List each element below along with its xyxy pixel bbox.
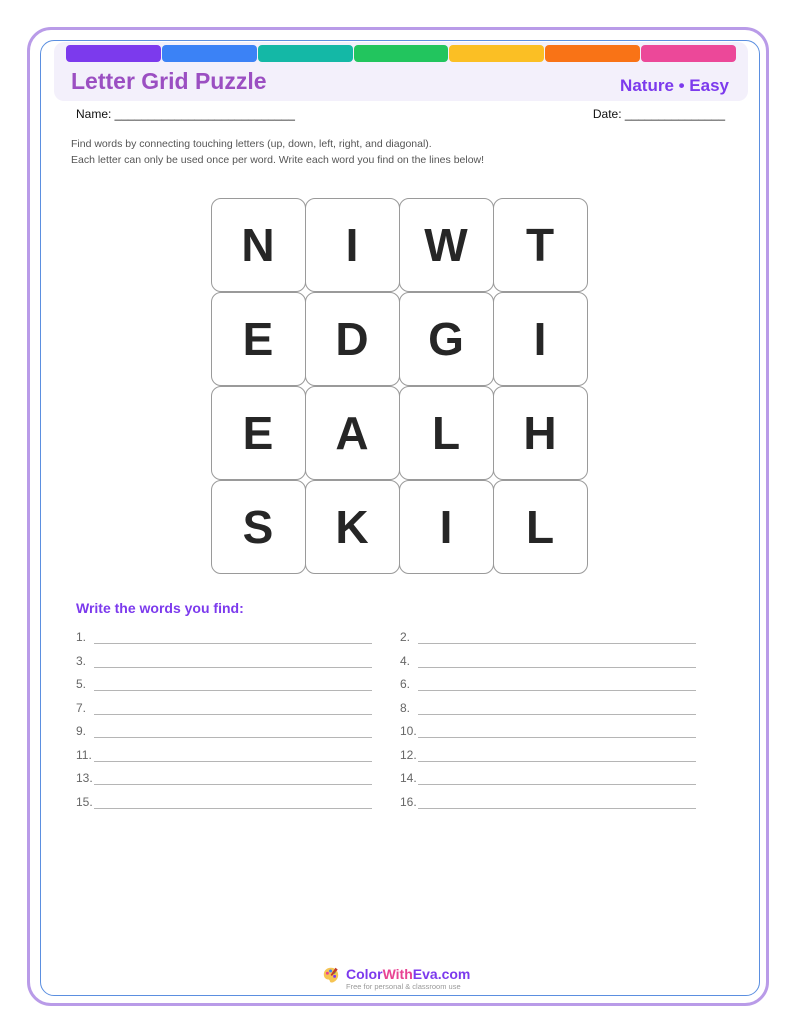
answer-number: 4. [400,653,411,668]
answer-number: 9. [76,724,87,738]
answer-number: 3. [76,653,87,668]
brand-name: ColorWithEva.com [346,966,471,982]
answer-line[interactable] [76,722,372,738]
rainbow-segment [641,45,736,62]
letter-tile[interactable]: N [211,198,306,292]
answer-number: 8. [400,700,411,715]
answer-line[interactable] [400,652,696,668]
instructions-line-2: Each letter can only be used once per word. Write each word you find on the lines below! [71,154,485,166]
instructions-line-1: Find words by connecting touching letters (up, down, left, right, and diagonal). [71,138,432,150]
letter-tile[interactable]: T [493,198,588,292]
palette-icon [322,966,340,984]
answer-line[interactable] [400,699,696,715]
letter-tile[interactable]: G [399,292,494,386]
letter-tile[interactable]: E [211,386,306,480]
letter-tile[interactable]: I [493,292,588,386]
answer-line[interactable] [76,769,372,785]
answer-rule[interactable] [94,725,372,738]
answer-rule[interactable] [418,749,696,762]
answer-number: 5. [76,677,87,691]
answer-line[interactable] [76,652,372,668]
answer-rule[interactable] [418,631,696,644]
rainbow-segment [258,45,353,62]
rainbow-segment [545,45,640,62]
answer-rule[interactable] [418,725,696,738]
answer-rule[interactable] [94,631,372,644]
instructions [71,136,484,168]
answer-rule[interactable] [418,796,696,809]
answer-rule[interactable] [94,655,372,668]
answer-number: 1. [76,630,87,644]
page-title: Letter Grid Puzzle [71,68,267,94]
answer-number: 16. [400,794,417,809]
answer-line[interactable] [76,746,372,762]
answer-number: 15. [76,794,93,809]
letter-tile[interactable]: I [305,198,400,292]
answers-heading: Write the words you find: [76,600,244,616]
footer-logo[interactable] [322,966,470,991]
answer-number: 11. [76,747,92,762]
answer-rule[interactable] [418,655,696,668]
answer-line[interactable] [400,769,696,785]
answer-rule[interactable] [94,749,372,762]
answer-number: 12. [400,747,417,762]
answer-line[interactable] [400,722,696,738]
letter-tile[interactable]: D [305,292,400,386]
answer-number: 6. [400,677,411,691]
name-field[interactable]: Name: ___________________________ [76,107,295,121]
rainbow-segment [162,45,257,62]
letter-tile[interactable]: H [493,386,588,480]
letter-tile[interactable]: L [493,480,588,574]
letter-tile[interactable]: I [399,480,494,574]
rainbow-segment [354,45,449,62]
rainbow-segment [66,45,161,62]
brand-tagline: Free for personal & classroom use [346,982,461,991]
answer-number: 10. [400,724,417,738]
letter-grid [211,198,589,576]
answer-rule[interactable] [94,678,372,691]
letter-tile[interactable]: A [305,386,400,480]
rainbow-bar [66,45,736,62]
date-field[interactable]: Date: _______________ [592,107,725,121]
answer-line[interactable] [400,675,696,691]
answer-line[interactable] [76,793,372,809]
answer-line[interactable] [400,628,696,644]
rainbow-segment [449,45,544,62]
letter-tile[interactable]: W [399,198,494,292]
answer-number: 14. [400,771,417,785]
answer-rule[interactable] [94,702,372,715]
answer-line[interactable] [400,746,696,762]
answer-number: 7. [76,700,87,715]
answer-line[interactable] [400,793,696,809]
answer-line[interactable] [76,675,372,691]
answer-line[interactable] [76,699,372,715]
answer-rule[interactable] [94,772,372,785]
theme-difficulty-tag: Nature • Easy [620,76,729,95]
letter-tile[interactable]: S [211,480,306,574]
letter-tile[interactable]: L [399,386,494,480]
answer-rule[interactable] [418,678,696,691]
answer-rule[interactable] [418,702,696,715]
answer-rule[interactable] [418,772,696,785]
answer-number: 2. [400,630,411,644]
answer-number: 13. [76,771,93,785]
letter-tile[interactable]: K [305,480,400,574]
letter-tile[interactable]: E [211,292,306,386]
answer-line[interactable] [76,628,372,644]
answer-rule[interactable] [94,796,372,809]
